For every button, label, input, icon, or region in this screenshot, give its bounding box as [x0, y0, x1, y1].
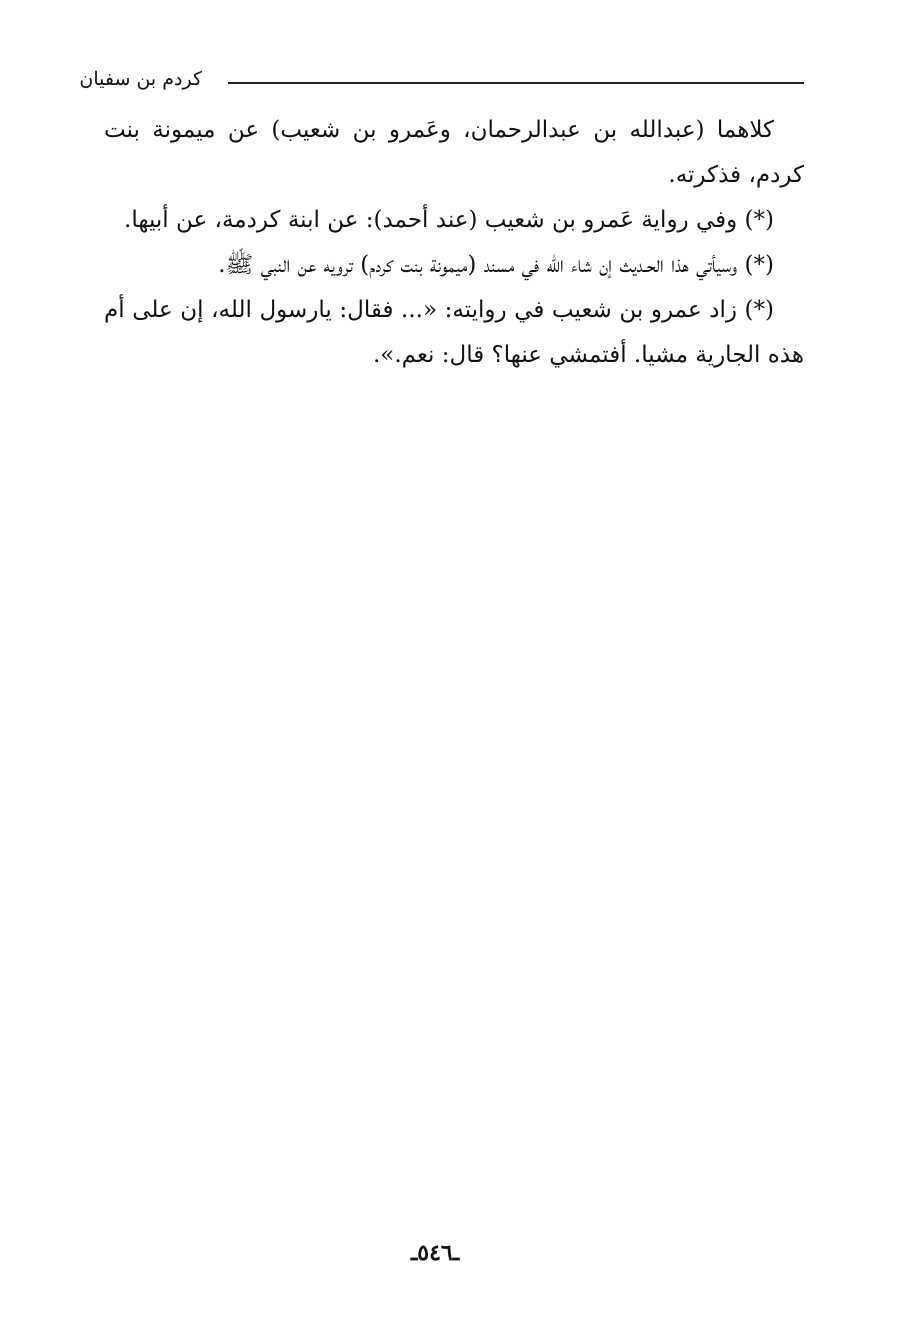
page-header [79, 66, 804, 96]
running-title: كردم بن سفيان [79, 68, 202, 90]
page-number: ـ٥٤٦ـ [410, 1240, 460, 1266]
paragraph-3: (*) وسيأتي هذا الحـديث إن شاء الله في مسند (ميمونة بنت كردم) ترويه عن النبي ﷺ. [218, 252, 774, 278]
paragraph-4: (*) زاد عمرو بن شعيب في روايته: «... فقال: يارسول الله، إن على أم هذه الجارية مشيا. أفتمشي عنها؟ قال: نعم.». [104, 297, 804, 368]
header-rule [228, 82, 804, 84]
main-text [104, 108, 804, 378]
paragraph-1: كلاهما (عبدالله بن عبدالرحمان، وعَمرو بن شعيب) عن ميمونة بنت كردم، فذكرته. [104, 117, 804, 188]
paragraph-2: (*) وفي رواية عَمرو بن شعيب (عند أحمد): عن ابنة كردمة، عن أبيها. [124, 207, 774, 233]
